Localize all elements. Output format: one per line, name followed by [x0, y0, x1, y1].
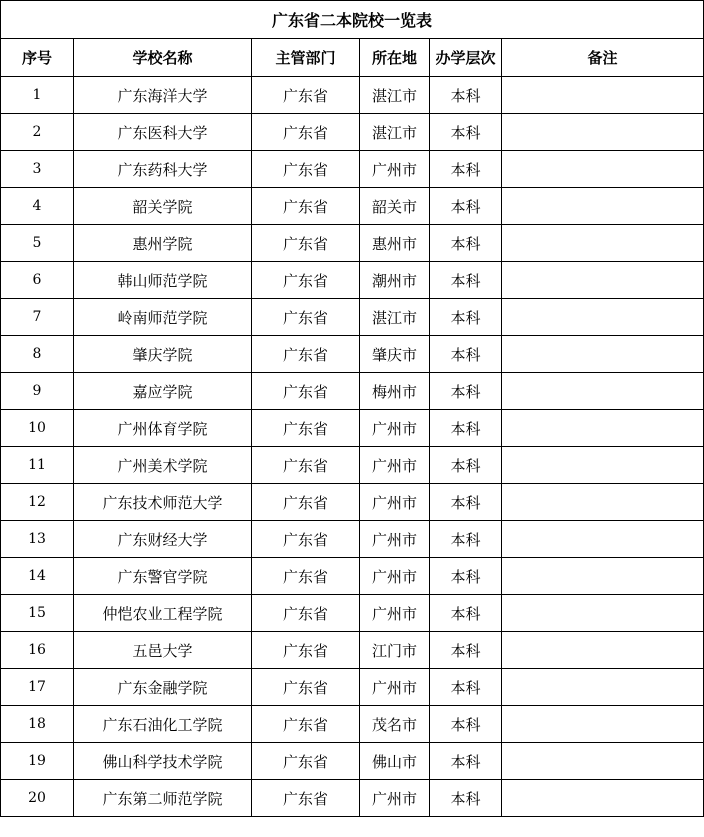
cell-school-name: 广东金融学院 [74, 669, 252, 706]
table-row [1, 521, 704, 558]
cell-location: 佛山市 [360, 743, 430, 780]
cell-level: 本科 [430, 484, 502, 521]
cell-notes [502, 262, 704, 299]
header-index: 序号 [1, 39, 74, 77]
header-notes: 备注 [502, 39, 704, 77]
cell-department: 广东省 [252, 410, 360, 447]
header-department: 主管部门 [252, 39, 360, 77]
table-row [1, 558, 704, 595]
table-row [1, 299, 704, 336]
cell-index: 20 [1, 780, 74, 817]
cell-school-name: 韩山师范学院 [74, 262, 252, 299]
cell-index: 2 [1, 114, 74, 151]
cell-notes [502, 706, 704, 743]
table-row [1, 743, 704, 780]
cell-index: 14 [1, 558, 74, 595]
cell-department: 广东省 [252, 632, 360, 669]
cell-index: 4 [1, 188, 74, 225]
cell-index: 1 [1, 77, 74, 114]
cell-school-name: 佛山科学技术学院 [74, 743, 252, 780]
cell-location: 梅州市 [360, 373, 430, 410]
table-row [1, 77, 704, 114]
cell-school-name: 嘉应学院 [74, 373, 252, 410]
cell-school-name: 五邑大学 [74, 632, 252, 669]
cell-school-name: 肇庆学院 [74, 336, 252, 373]
header-location: 所在地 [360, 39, 430, 77]
cell-level: 本科 [430, 521, 502, 558]
table-row [1, 595, 704, 632]
cell-school-name: 广州美术学院 [74, 447, 252, 484]
cell-notes [502, 151, 704, 188]
cell-level: 本科 [430, 706, 502, 743]
cell-level: 本科 [430, 373, 502, 410]
cell-department: 广东省 [252, 373, 360, 410]
cell-location: 潮州市 [360, 262, 430, 299]
cell-location: 广州市 [360, 780, 430, 817]
cell-location: 江门市 [360, 632, 430, 669]
cell-level: 本科 [430, 669, 502, 706]
cell-department: 广东省 [252, 558, 360, 595]
cell-level: 本科 [430, 225, 502, 262]
cell-department: 广东省 [252, 669, 360, 706]
cell-level: 本科 [430, 151, 502, 188]
cell-level: 本科 [430, 447, 502, 484]
cell-notes [502, 77, 704, 114]
cell-index: 7 [1, 299, 74, 336]
cell-location: 湛江市 [360, 114, 430, 151]
table-row [1, 336, 704, 373]
cell-level: 本科 [430, 188, 502, 225]
cell-index: 3 [1, 151, 74, 188]
cell-location: 广州市 [360, 558, 430, 595]
cell-school-name: 广东警官学院 [74, 558, 252, 595]
table-body [1, 77, 704, 817]
table-row [1, 780, 704, 817]
cell-index: 16 [1, 632, 74, 669]
cell-level: 本科 [430, 780, 502, 817]
cell-index: 10 [1, 410, 74, 447]
cell-location: 肇庆市 [360, 336, 430, 373]
table-row [1, 262, 704, 299]
table-row [1, 373, 704, 410]
cell-school-name: 岭南师范学院 [74, 299, 252, 336]
cell-index: 9 [1, 373, 74, 410]
header-row [1, 39, 704, 77]
cell-level: 本科 [430, 632, 502, 669]
cell-department: 广东省 [252, 484, 360, 521]
cell-school-name: 韶关学院 [74, 188, 252, 225]
cell-location: 茂名市 [360, 706, 430, 743]
cell-notes [502, 558, 704, 595]
table-row [1, 114, 704, 151]
cell-index: 11 [1, 447, 74, 484]
cell-level: 本科 [430, 299, 502, 336]
cell-notes [502, 669, 704, 706]
cell-department: 广东省 [252, 595, 360, 632]
cell-notes [502, 632, 704, 669]
cell-location: 湛江市 [360, 299, 430, 336]
cell-department: 广东省 [252, 262, 360, 299]
cell-department: 广东省 [252, 743, 360, 780]
cell-level: 本科 [430, 558, 502, 595]
cell-department: 广东省 [252, 706, 360, 743]
cell-department: 广东省 [252, 336, 360, 373]
cell-department: 广东省 [252, 780, 360, 817]
cell-school-name: 广东技术师范大学 [74, 484, 252, 521]
table-row [1, 151, 704, 188]
cell-department: 广东省 [252, 299, 360, 336]
table-row [1, 484, 704, 521]
cell-school-name: 广州体育学院 [74, 410, 252, 447]
table-row [1, 225, 704, 262]
cell-location: 广州市 [360, 484, 430, 521]
title-row [1, 1, 704, 39]
cell-school-name: 广东第二师范学院 [74, 780, 252, 817]
cell-location: 惠州市 [360, 225, 430, 262]
cell-notes [502, 225, 704, 262]
cell-location: 广州市 [360, 151, 430, 188]
cell-department: 广东省 [252, 151, 360, 188]
cell-notes [502, 521, 704, 558]
cell-notes [502, 447, 704, 484]
cell-department: 广东省 [252, 447, 360, 484]
cell-notes [502, 484, 704, 521]
cell-index: 5 [1, 225, 74, 262]
cell-location: 广州市 [360, 521, 430, 558]
cell-location: 韶关市 [360, 188, 430, 225]
cell-index: 12 [1, 484, 74, 521]
header-name: 学校名称 [74, 39, 252, 77]
cell-index: 8 [1, 336, 74, 373]
cell-index: 17 [1, 669, 74, 706]
table-row [1, 447, 704, 484]
cell-notes [502, 188, 704, 225]
cell-index: 19 [1, 743, 74, 780]
cell-school-name: 仲恺农业工程学院 [74, 595, 252, 632]
cell-level: 本科 [430, 410, 502, 447]
table-row [1, 706, 704, 743]
cell-school-name: 广东海洋大学 [74, 77, 252, 114]
cell-index: 15 [1, 595, 74, 632]
cell-notes [502, 299, 704, 336]
cell-index: 6 [1, 262, 74, 299]
table-row [1, 410, 704, 447]
cell-school-name: 广东财经大学 [74, 521, 252, 558]
cell-notes [502, 336, 704, 373]
table-row [1, 669, 704, 706]
cell-school-name: 广东石油化工学院 [74, 706, 252, 743]
cell-notes [502, 114, 704, 151]
cell-level: 本科 [430, 743, 502, 780]
cell-level: 本科 [430, 77, 502, 114]
cell-department: 广东省 [252, 225, 360, 262]
cell-school-name: 惠州学院 [74, 225, 252, 262]
cell-notes [502, 410, 704, 447]
cell-school-name: 广东药科大学 [74, 151, 252, 188]
cell-department: 广东省 [252, 114, 360, 151]
cell-location: 广州市 [360, 447, 430, 484]
cell-level: 本科 [430, 336, 502, 373]
table-row [1, 632, 704, 669]
cell-notes [502, 743, 704, 780]
cell-location: 湛江市 [360, 77, 430, 114]
cell-level: 本科 [430, 114, 502, 151]
cell-notes [502, 373, 704, 410]
cell-notes [502, 780, 704, 817]
cell-location: 广州市 [360, 595, 430, 632]
cell-school-name: 广东医科大学 [74, 114, 252, 151]
cell-location: 广州市 [360, 410, 430, 447]
cell-notes [502, 595, 704, 632]
cell-index: 13 [1, 521, 74, 558]
header-level: 办学层次 [430, 39, 502, 77]
cell-index: 18 [1, 706, 74, 743]
table-title: 广东省二本院校一览表 [1, 1, 704, 39]
cell-level: 本科 [430, 595, 502, 632]
cell-level: 本科 [430, 262, 502, 299]
cell-location: 广州市 [360, 669, 430, 706]
cell-department: 广东省 [252, 77, 360, 114]
table-row [1, 188, 704, 225]
cell-department: 广东省 [252, 188, 360, 225]
cell-department: 广东省 [252, 521, 360, 558]
